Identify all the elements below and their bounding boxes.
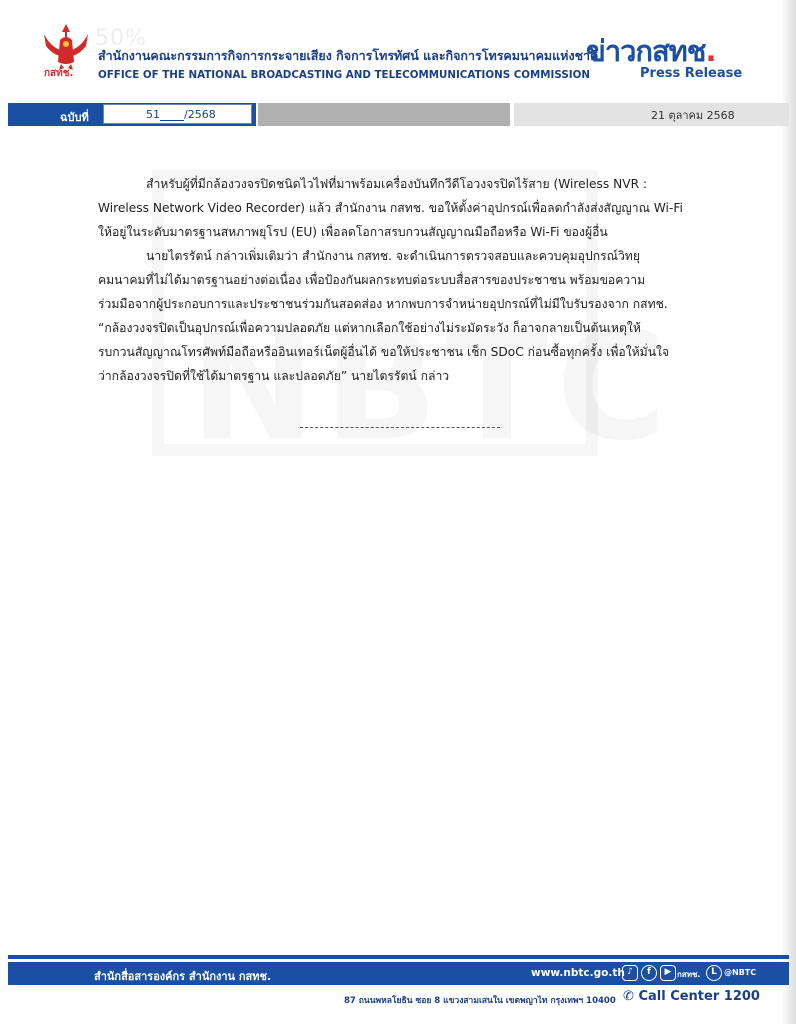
- brand-name: กสทช: [635, 34, 706, 68]
- emblem-label: กสทช.: [44, 68, 74, 79]
- page-edge-shadow: [781, 0, 796, 1024]
- body-line: Wireless Network Video Recorder) แล้ว สำนักงาน กสทช. ขอให้ตั้งค่าอุปกรณ์เพื่อลดกำลังส่งสัญญาณ Wi-Fi: [98, 201, 683, 215]
- faint-scan-mark: 50%: [95, 26, 147, 51]
- body-line: สำหรับผู้ที่มีกล้องวงจรปิดชนิดไวไฟที่มาพร้อมเครื่องบันทึกวีดีโอวงจรปิดไร้สาย (Wireless NVR :: [146, 177, 648, 191]
- body-line: ร่วมมือจากผู้ประกอบการและประชาชนร่วมกันสอดส่อง หากพบการจำหน่ายอุปกรณ์ที่ไม่มีใบรับรองจาก กสทช.: [98, 297, 668, 311]
- org-name-thai: สำนักงานคณะกรรมการกิจการกระจายเสียง กิจการโทรทัศน์ และกิจการโทรคมนาคมแห่งชาติ: [98, 48, 599, 63]
- footer-address: 87 ถนนพหลโยธิน ซอย 8 แขวงสามเสนใน เขตพญาไท กรุงเทพฯ 10400: [344, 996, 616, 1006]
- press-release-label: Press Release: [640, 66, 743, 81]
- body-line: คมนาคมที่ไม่ได้มาตรฐานอย่างต่อเนื่อง เพื่อป้องกันผลกระทบต่อระบบสื่อสารของประชาชน พร้อมขอความ: [98, 273, 646, 287]
- org-name-english: OFFICE OF THE NATIONAL BROADCASTING AND TELECOMMUNICATIONS COMMISSION: [98, 69, 590, 81]
- body-line: ว่ากล้องวงจรปิดที่ใช้ได้มาตรฐาน และปลอดภัย” นายไตรรัตน์ กล่าว: [98, 369, 450, 383]
- footer-top-rule: [8, 955, 789, 959]
- body-line: นายไตรรัตน์ กล่าวเพิ่มเติมว่า สำนักงาน กสทช. จะดำเนินการตรวจสอบและควบคุมอุปกรณ์วิทยุ: [146, 249, 640, 263]
- line-icon[interactable]: L: [706, 965, 722, 981]
- facebook-icon[interactable]: f: [641, 965, 657, 981]
- social-handle: กสทช.: [677, 970, 701, 979]
- release-date: 21 ตุลาคม 2568: [651, 109, 735, 122]
- issue-number: 51: [146, 108, 160, 121]
- line-handle: @NBTC: [724, 968, 757, 977]
- footer-office: สำนักสื่อสารองค์กร สำนักงาน กสทช.: [94, 970, 272, 983]
- brand-dot: .: [705, 34, 716, 68]
- body-line: “กล้องวงจรปิดเป็นอุปกรณ์เพื่อความปลอดภัย แต่หากเลือกใช้อย่างไม่ระมัดระวัง ก็อาจกลายเป็นต้นเหตุให้: [98, 321, 641, 335]
- issue-number-field: [103, 104, 252, 124]
- issue-label: ฉบับที่: [60, 111, 89, 124]
- phone-icon: ✆: [623, 989, 634, 1004]
- youtube-icon[interactable]: ▶: [660, 965, 676, 981]
- article-body: [98, 172, 702, 388]
- footer-website-link[interactable]: www.nbtc.go.th: [531, 967, 625, 979]
- body-line: ให้อยู่ในระดับมาตรฐานสหภาพยุโรป (EU) เพื่อลดโอกาสรบกวนสัญญาณมือถือหรือ Wi-Fi ของผู้อื่น: [98, 225, 608, 239]
- brand-prefix: ข่าว: [586, 34, 636, 68]
- end-divider: [300, 427, 500, 428]
- body-line: รบกวนสัญญาณโทรศัพท์มือถือหรืออินเทอร์เน็ตผู้อื่นได้ ขอให้ประชาชน เช็ก SDoC ก่อนซื้อทุกครั้ง เพื่อให้มั่นใจ: [98, 345, 670, 359]
- call-center: [623, 989, 760, 1004]
- header-gray-bar: [258, 103, 510, 126]
- issue-year: /2568: [184, 108, 216, 121]
- call-center-text: Call Center 1200: [638, 989, 760, 1004]
- issue-underline: [160, 120, 184, 121]
- tiktok-icon[interactable]: ♪: [622, 965, 638, 981]
